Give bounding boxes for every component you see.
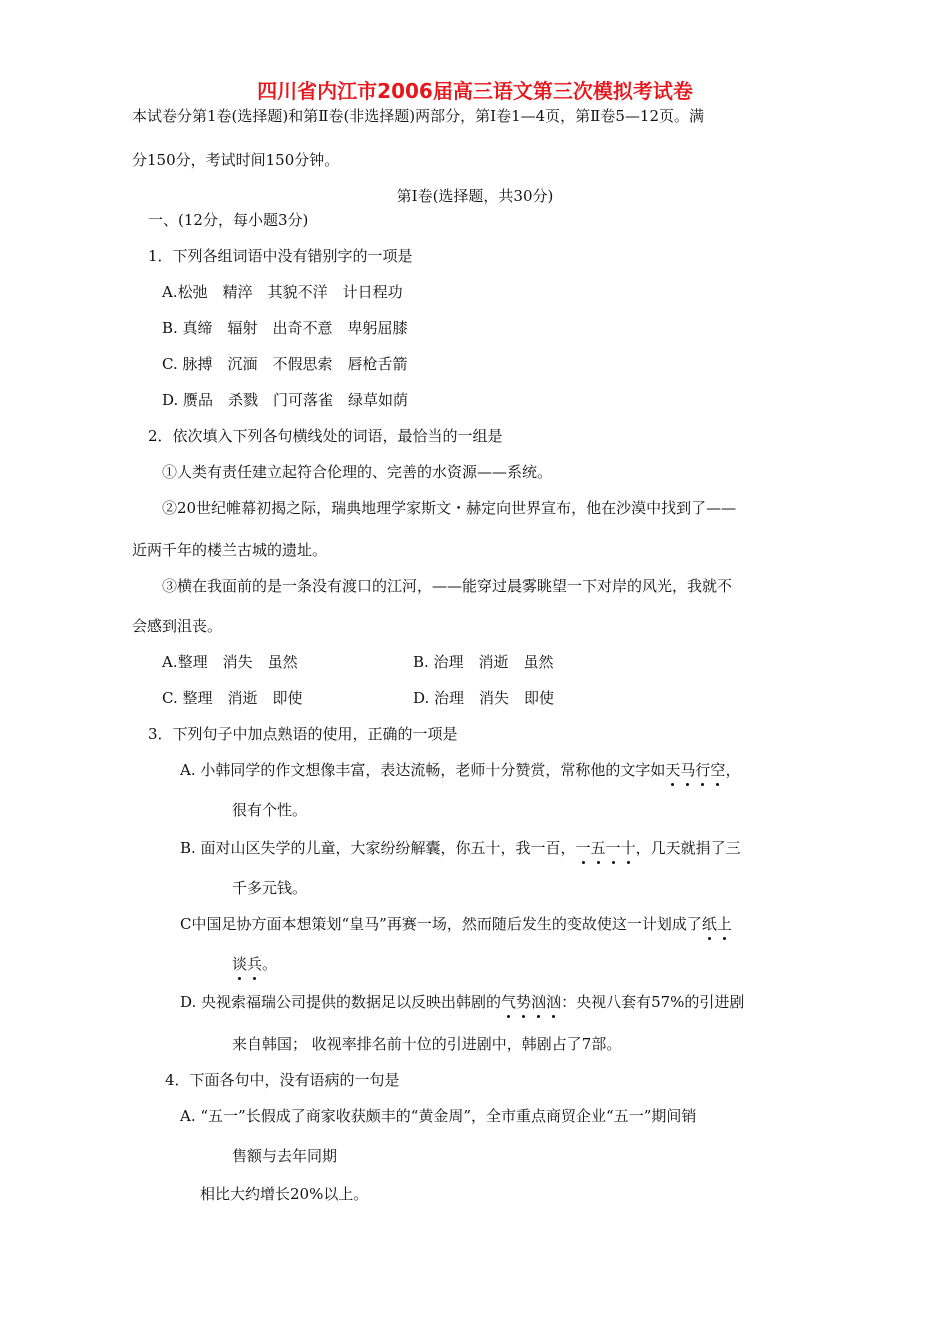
question-4-option-a: A. “五一”长假成了商家收获颇丰的“黄金周”，全市重点商贸企业“五一”期间销 <box>180 1107 697 1125</box>
dotted-char: 行 <box>695 761 711 779</box>
intro-line-1: 本试卷分第1卷(选择题)和第Ⅱ卷(非选择题)两部分，第Ⅰ卷1—4页，第Ⅱ卷5—12页。满 <box>132 107 704 125</box>
question-3-option-c <box>180 914 732 934</box>
dotted-char: 汹 <box>531 993 547 1011</box>
question-2-option-a: A.整理 消失 虽然 <box>162 653 298 671</box>
question-3-option-c-cont <box>232 954 277 974</box>
question-2-option-d: D. 治理 消失 即使 <box>413 689 555 707</box>
question-2-option-b: B. 治理 消逝 虽然 <box>413 653 554 671</box>
option-c-tail: 。 <box>262 955 278 973</box>
question-4-option-a-cont-2: 相比大约增长20%以上。 <box>200 1185 369 1203</box>
question-3-option-d-cont: 来自韩国； 收视率排名前十位的引进剧中，韩剧占了7部。 <box>232 1035 622 1053</box>
section-heading: 第Ⅰ卷(选择题，共30分) <box>396 187 554 205</box>
question-2-sentence-2: ②20世纪帷幕初揭之际，瑞典地理学家斯文・赫定向世界宣布，他在沙漠中找到了—— <box>162 499 737 517</box>
question-2-sentence-3-cont: 会感到沮丧。 <box>132 617 223 635</box>
dotted-char: 上 <box>716 915 732 933</box>
question-3-option-d <box>180 992 744 1012</box>
question-2-sentence-2-cont: 近两千年的楼兰古城的遗址。 <box>132 541 328 559</box>
page-title: 四川省内江市2006届高三语文第三次模拟考试卷 <box>257 79 693 103</box>
dotted-char: 谈 <box>232 955 248 973</box>
dotted-char: 气 <box>501 993 517 1011</box>
question-3-option-b-cont: 千多元钱。 <box>232 879 308 897</box>
question-1-option-a: A.松弛 精淬 其貌不洋 计日程功 <box>162 283 403 301</box>
question-3-option-a-cont: 很有个性。 <box>232 801 308 819</box>
dotted-char: 势 <box>516 993 532 1011</box>
question-2-option-c: C. 整理 消逝 即使 <box>162 689 303 707</box>
dotted-char: 天 <box>665 761 681 779</box>
dotted-char: 兵 <box>247 955 263 973</box>
question-4-stem: 4．下面各句中，没有语病的一句是 <box>165 1071 400 1089</box>
question-4-option-a-cont: 售额与去年同期 <box>232 1147 338 1165</box>
option-a-tail: ， <box>725 761 741 779</box>
question-3-stem: 3．下列句子中加点熟语的使用，正确的一项是 <box>148 725 458 743</box>
question-1-option-d: D. 赝品 杀戮 门可落雀 绿草如荫 <box>162 391 409 409</box>
dotted-char: 空 <box>710 761 726 779</box>
option-d-text: D. 央视索福瑞公司提供的数据足以反映出韩剧的 <box>180 993 502 1011</box>
question-1-option-c: C. 脉搏 沉湎 不假思索 唇枪舌箭 <box>162 355 408 373</box>
dotted-char: 十 <box>620 839 636 857</box>
question-3-option-a <box>180 760 740 780</box>
option-a-text: A. 小韩同学的作文想像丰富，表达流畅，老师十分赞赏，常称他的文字如 <box>180 761 666 779</box>
dotted-char: 纸 <box>701 915 717 933</box>
part-one-heading: 一、(12分，每小题3分) <box>148 211 309 229</box>
question-2-sentence-1: ①人类有责任建立起符合伦理的、完善的水资源——系统。 <box>162 463 553 481</box>
question-3-option-b <box>180 838 741 858</box>
dotted-char: 马 <box>680 761 696 779</box>
question-2-stem: 2．依次填入下列各句横线处的词语，最恰当的一组是 <box>148 427 503 445</box>
option-d-tail: ：央视八套有57%的引进剧 <box>561 993 745 1011</box>
question-2-sentence-3: ③横在我面前的是一条没有渡口的江河，——能穿过晨雾眺望一下对岸的风光，我就不 <box>162 577 733 595</box>
dotted-char: 五 <box>590 839 606 857</box>
question-1-stem: 1．下列各组词语中没有错别字的一项是 <box>148 247 413 265</box>
dotted-char: 一 <box>605 839 621 857</box>
option-b-tail: ，几天就捐了三 <box>635 839 741 857</box>
option-b-text: B. 面对山区失学的儿童，大家纷纷解囊，你五十，我一百， <box>180 839 576 857</box>
intro-line-2: 分150分，考试时间150分钟。 <box>132 151 340 169</box>
option-c-text: C中国足协方面本想策划“皇马”再赛一场，然而随后发生的变故使这一计划成了 <box>180 915 702 933</box>
dotted-char: 一 <box>575 839 591 857</box>
question-1-option-b: B. 真缔 辐射 出奇不意 卑躬屈膝 <box>162 319 408 337</box>
dotted-char: 汹 <box>546 993 562 1011</box>
